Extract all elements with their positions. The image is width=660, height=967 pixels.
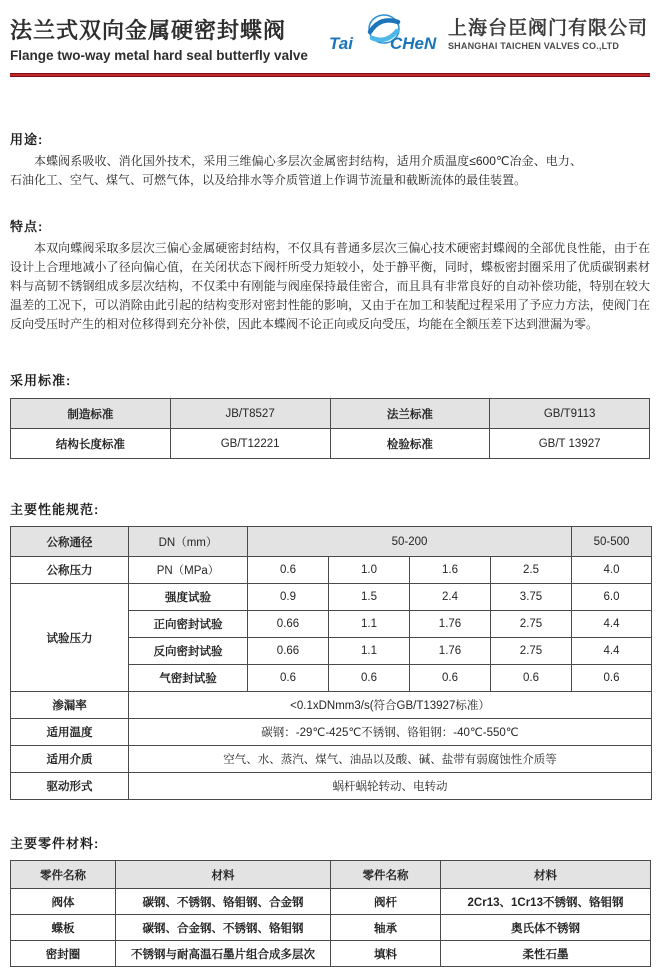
cell: 6.0 — [572, 584, 652, 611]
cell: 蜗杆蜗轮转动、电转动 — [129, 773, 652, 800]
cell: 2Cr13、1Cr13不锈钢、铬钼钢 — [441, 889, 651, 915]
cell: PN（MPa） — [129, 557, 248, 584]
cell: 检验标准 — [330, 429, 490, 459]
taichen-logo-icon — [328, 12, 440, 58]
company-name-cn: 上海台臣阀门有限公司 — [447, 17, 648, 39]
cell: 材料 — [441, 861, 651, 889]
materials-row — [11, 889, 651, 915]
product-title-en: Flange two-way metal hard seal butterfly valve — [10, 48, 308, 63]
cell: 空气、水、蒸汽、煤气、油品以及酸、碱、盐带有弱腐蚀性介质等 — [129, 746, 652, 773]
product-title-cn: 法兰式双向金属硬密封蝶阀 — [10, 18, 287, 43]
cell: GB/T9113 — [490, 399, 650, 429]
cell: 阀杆 — [331, 889, 441, 915]
product-title-block — [10, 12, 308, 63]
cell: 蝶板 — [11, 915, 116, 941]
cell: 轴承 — [331, 915, 441, 941]
cell: 适用介质 — [11, 746, 129, 773]
performance-row — [11, 584, 652, 611]
cell: 驱动形式 — [11, 773, 129, 800]
cell: 1.6 — [410, 557, 491, 584]
performance-row — [11, 719, 652, 746]
cell: 3.75 — [491, 584, 572, 611]
svg-text:Tai: Tai — [328, 34, 353, 53]
cell: 密封圈 — [11, 941, 116, 967]
cell: 0.6 — [572, 665, 652, 692]
materials-header-row — [11, 861, 651, 889]
cell: 试验压力 — [11, 584, 129, 692]
cell: 结构长度标准 — [11, 429, 171, 459]
cell: 2.4 — [410, 584, 491, 611]
cell: 2.75 — [491, 638, 572, 665]
cell: 渗漏率 — [11, 692, 129, 719]
cell: 反向密封试验 — [129, 638, 248, 665]
cell: 公称通径 — [11, 527, 129, 557]
cell: 材料 — [116, 861, 331, 889]
cell: 零件名称 — [331, 861, 441, 889]
materials-row — [11, 941, 651, 967]
materials-row — [11, 915, 651, 941]
standards-heading: 采用标准: — [10, 373, 72, 388]
cell: DN（mm） — [129, 527, 248, 557]
performance-row — [11, 557, 652, 584]
header-divider — [10, 73, 650, 77]
cell: 制造标准 — [11, 399, 171, 429]
cell: GB/T12221 — [170, 429, 330, 459]
standards-row — [11, 399, 650, 429]
cell: 1.5 — [329, 584, 410, 611]
usage-heading: 用途: — [10, 132, 44, 147]
cell: 0.66 — [248, 638, 329, 665]
cell: 50-200 — [248, 527, 572, 557]
cell: 4.4 — [572, 611, 652, 638]
cell: 强度试验 — [129, 584, 248, 611]
usage-paragraph: 本蝶阀系吸收、消化国外技术，采用三维偏心多层次金属密封结构，适用介质温度≤600℃冶金、电力、石油化工、空气、煤气、可燃气体，以及给排水等介质管道上作调节流量和截断流体的最佳装置。 — [10, 154, 582, 187]
performance-row — [11, 692, 652, 719]
cell: 碳钢、合金钢、不锈钢、铬钼钢 — [116, 915, 331, 941]
company-name-en: SHANGHAI TAICHEN VALVES CO.,LTD — [447, 40, 620, 51]
cell: 1.76 — [410, 638, 491, 665]
brand-block — [328, 12, 650, 58]
cell: 0.6 — [329, 665, 410, 692]
cell: 零件名称 — [11, 861, 116, 889]
cell: 奥氏体不锈钢 — [441, 915, 651, 941]
cell: 1.1 — [329, 611, 410, 638]
cell: 1.1 — [329, 638, 410, 665]
cell: 0.6 — [248, 557, 329, 584]
cell: 1.0 — [329, 557, 410, 584]
page-header — [10, 12, 650, 63]
cell: 2.5 — [491, 557, 572, 584]
cell: JB/T8527 — [170, 399, 330, 429]
cell: 1.76 — [410, 611, 491, 638]
standards-table — [10, 398, 650, 459]
cell: 填料 — [331, 941, 441, 967]
cell: 不锈钢与耐高温石墨片组合成多层次 — [116, 941, 331, 967]
cell: 50-500 — [572, 527, 652, 557]
performance-heading: 主要性能规范: — [10, 502, 100, 517]
cell: 柔性石墨 — [441, 941, 651, 967]
cell: 法兰标准 — [330, 399, 490, 429]
features-heading: 特点: — [10, 219, 44, 234]
performance-header-row — [11, 527, 652, 557]
cell: 4.0 — [572, 557, 652, 584]
cell: 0.6 — [491, 665, 572, 692]
cell: GB/T 13927 — [490, 429, 650, 459]
performance-table — [10, 526, 652, 800]
cell: 气密封试验 — [129, 665, 248, 692]
cell: <0.1xDNmm3/s(符合GB/T13927标准） — [129, 692, 652, 719]
company-block — [448, 19, 648, 52]
standards-row — [11, 429, 650, 459]
cell: 4.4 — [572, 638, 652, 665]
cell: 阀体 — [11, 889, 116, 915]
cell: 0.9 — [248, 584, 329, 611]
cell: 2.75 — [491, 611, 572, 638]
performance-row — [11, 746, 652, 773]
cell: 0.66 — [248, 611, 329, 638]
cell: 碳钢：-29℃-425℃不锈钢、铬钼钢：-40℃-550℃ — [129, 719, 652, 746]
cell: 0.6 — [248, 665, 329, 692]
svg-text:CHeN: CHeN — [389, 34, 437, 53]
cell: 0.6 — [410, 665, 491, 692]
performance-row — [11, 773, 652, 800]
materials-table — [10, 860, 651, 967]
cell: 适用温度 — [11, 719, 129, 746]
cell: 正向密封试验 — [129, 611, 248, 638]
features-paragraph: 本双向蝶阀采取多层次三偏心金属硬密封结构，不仅具有普通多层次三偏心技术硬密封蝶阀的全部优良性能，由于在设计上合理地减小了径向偏心值，在关闭状态下阀杆所受力矩较小，处于静平衡，同时，蝶板密封圈采用了优质碳钢素材料与高韧不锈钢组成多层次结构，不仅柔中有刚能与阀座保持最佳密合，而且具有非常良好的自动补偿功能，特别在较大温差的工况下，可以消除由此引起的结构变形对密封性能的影响，又由于在加工和装配过程采用了予应力方法，使阀门在反向受压时产生的相对位移得到充分补偿，因此本蝶阀不论正向或反向受压，均能在全额压差下达到泄漏为零。 — [10, 241, 650, 331]
cell: 碳钢、不锈钢、铬钼钢、合金钢 — [116, 889, 331, 915]
cell: 公称压力 — [11, 557, 129, 584]
materials-heading: 主要零件材料: — [10, 836, 100, 851]
